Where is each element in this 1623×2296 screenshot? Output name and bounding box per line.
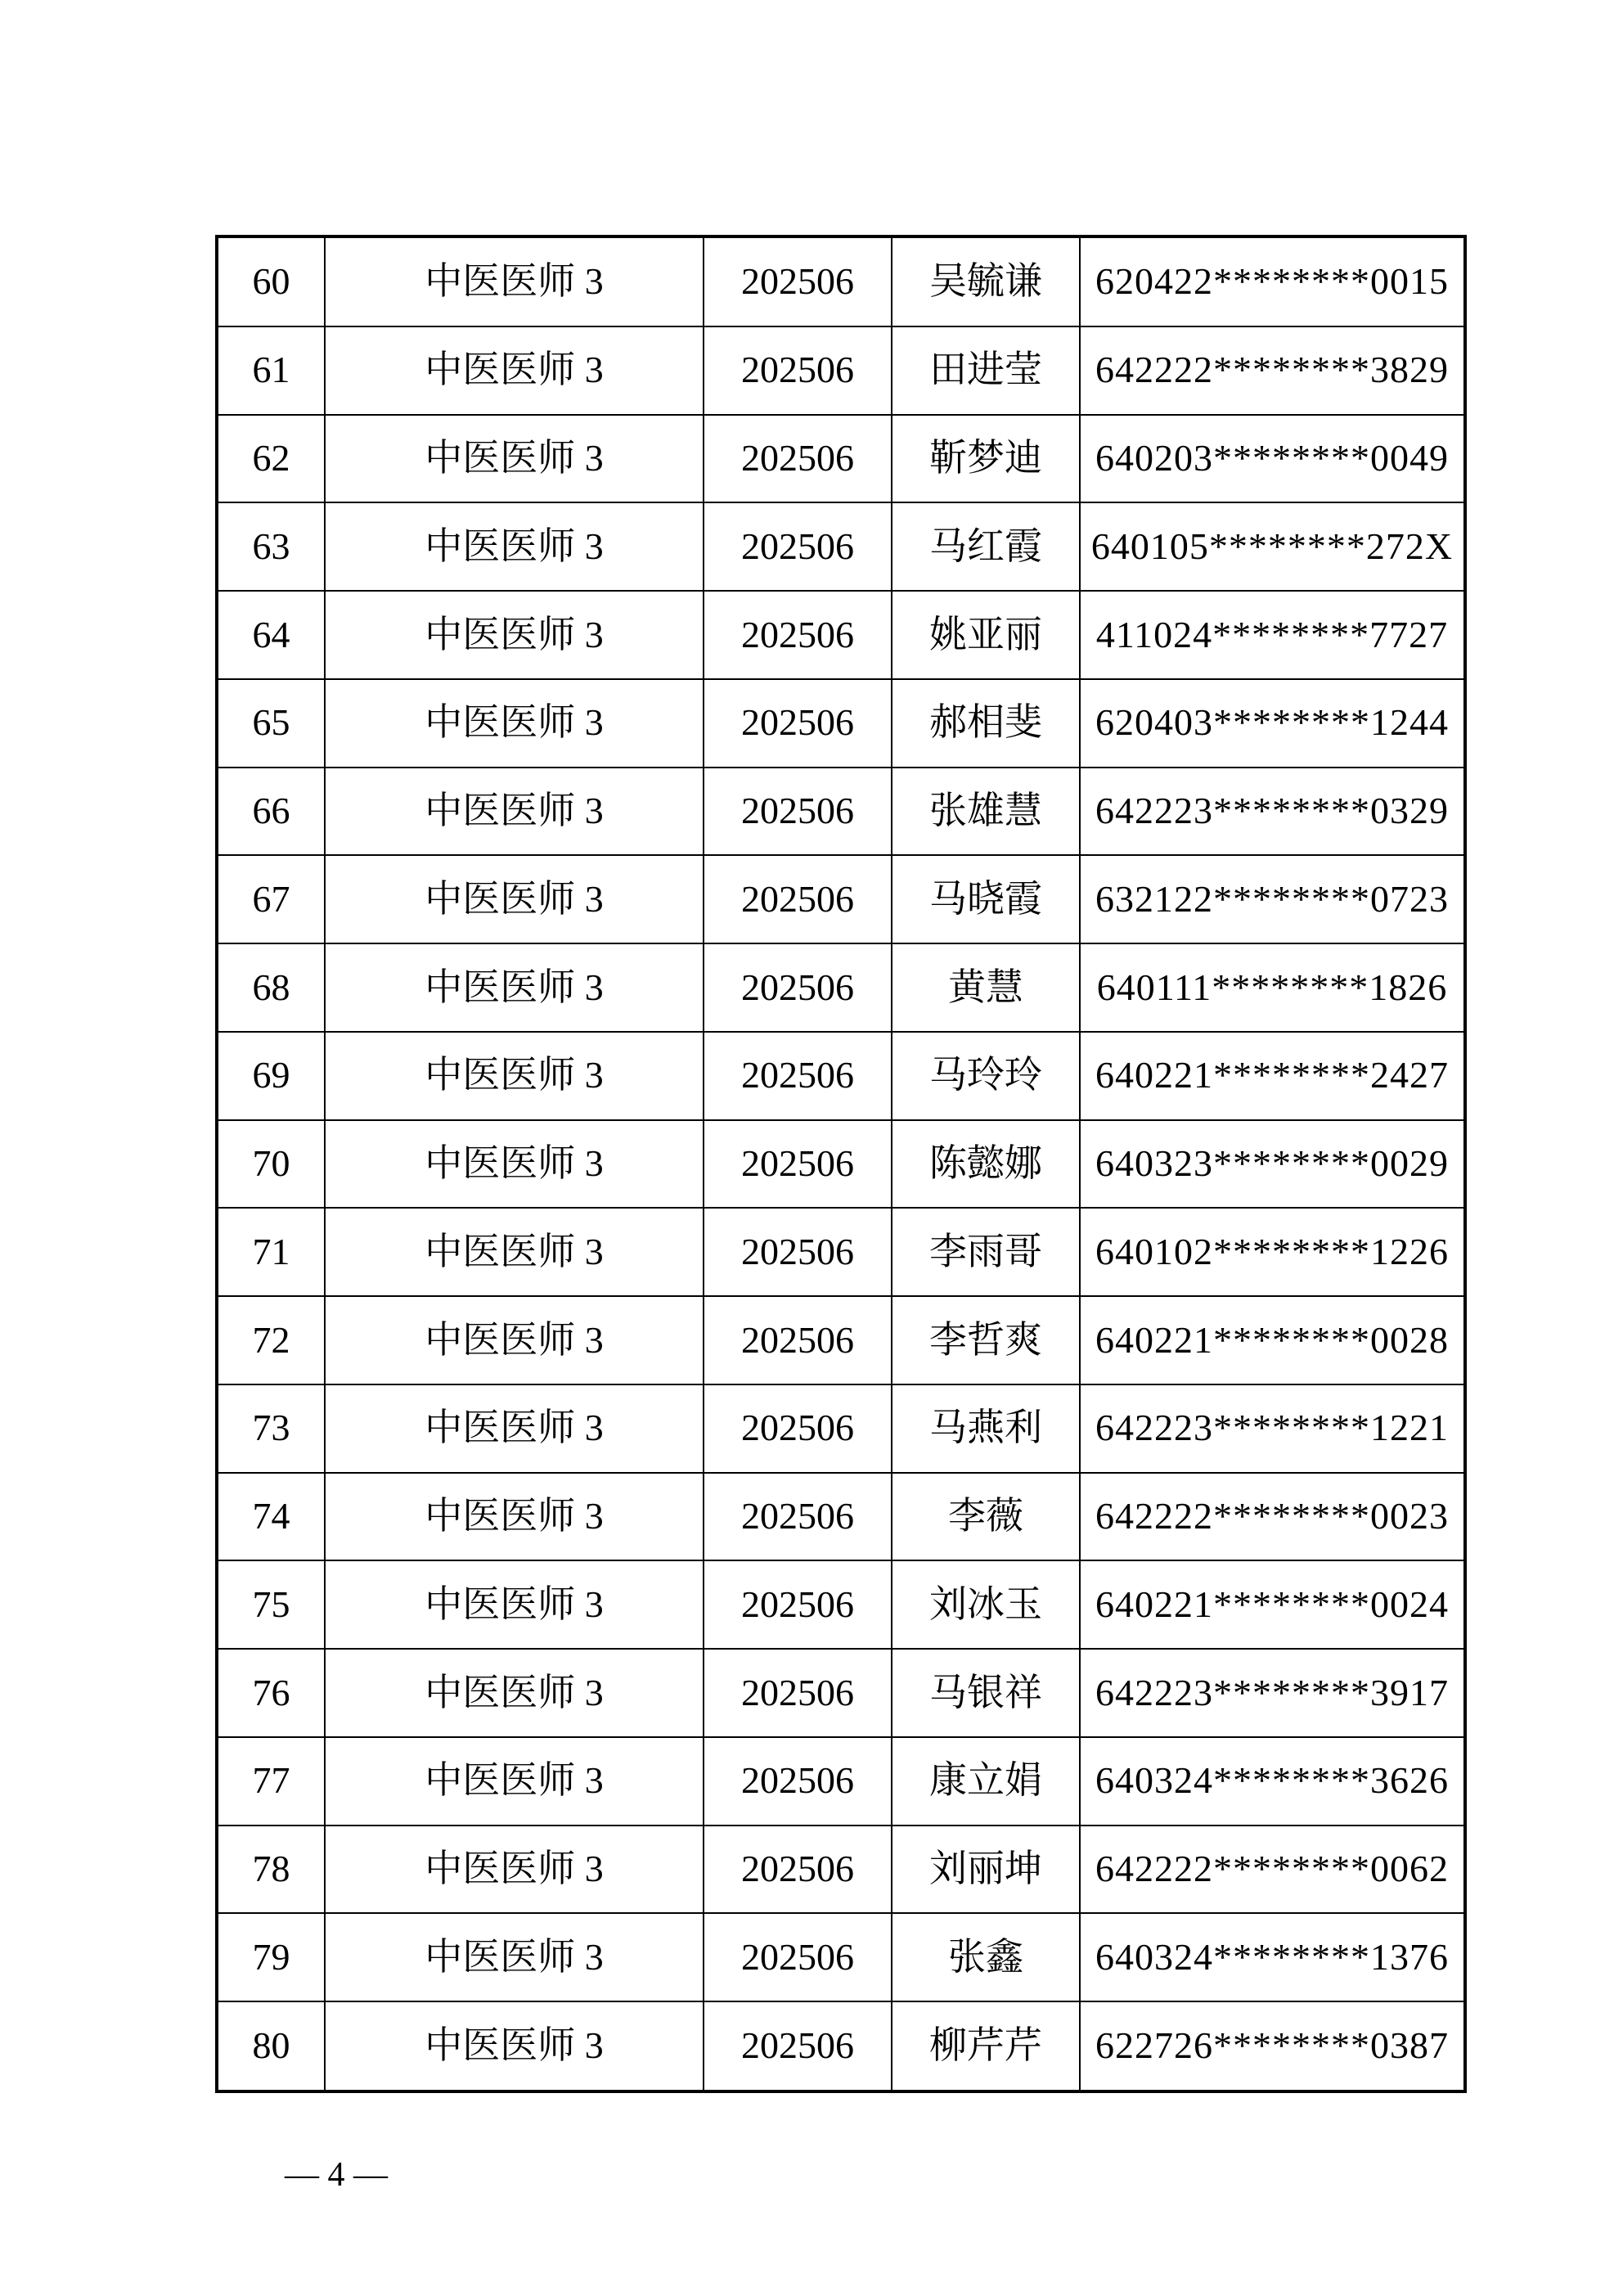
row-number-cell: 77 <box>217 1737 325 1826</box>
candidate-name-cell: 马玲玲 <box>892 1032 1080 1120</box>
exam-period-cell: 202506 <box>704 326 892 415</box>
table-row <box>217 591 1465 679</box>
id-number-cell: 640323********0029 <box>1080 1120 1465 1209</box>
exam-category-cell: 中医医师 3 <box>325 326 704 415</box>
candidate-name-cell: 马晓霞 <box>892 855 1080 943</box>
candidate-name-cell: 黄慧 <box>892 943 1080 1032</box>
exam-period-cell: 202506 <box>704 1737 892 1826</box>
exam-category-cell: 中医医师 3 <box>325 415 704 503</box>
table-row <box>217 1826 1465 1914</box>
exam-category-cell: 中医医师 3 <box>325 591 704 679</box>
exam-period-cell: 202506 <box>704 2001 892 2091</box>
roster-table <box>215 235 1467 2093</box>
table-row <box>217 768 1465 856</box>
exam-category-cell: 中医医师 3 <box>325 1120 704 1209</box>
exam-period-cell: 202506 <box>704 415 892 503</box>
exam-period-cell: 202506 <box>704 236 892 326</box>
row-number-cell: 62 <box>217 415 325 503</box>
exam-category-cell: 中医医师 3 <box>325 1649 704 1737</box>
exam-period-cell: 202506 <box>704 1649 892 1737</box>
table-row <box>217 326 1465 415</box>
id-number-cell: 642223********1221 <box>1080 1384 1465 1473</box>
table-row <box>217 1384 1465 1473</box>
table-row <box>217 1737 1465 1826</box>
exam-period-cell: 202506 <box>704 768 892 856</box>
table-row <box>217 502 1465 591</box>
candidate-name-cell: 马红霞 <box>892 502 1080 591</box>
id-number-cell: 640203********0049 <box>1080 415 1465 503</box>
exam-period-cell: 202506 <box>704 1384 892 1473</box>
id-number-cell: 620403********1244 <box>1080 679 1465 768</box>
row-number-cell: 60 <box>217 236 325 326</box>
candidate-name-cell: 姚亚丽 <box>892 591 1080 679</box>
exam-period-cell: 202506 <box>704 1032 892 1120</box>
id-number-cell: 642223********3917 <box>1080 1649 1465 1737</box>
table-row <box>217 415 1465 503</box>
table-row <box>217 1296 1465 1384</box>
exam-category-cell: 中医医师 3 <box>325 1032 704 1120</box>
row-number-cell: 69 <box>217 1032 325 1120</box>
table-row <box>217 1649 1465 1737</box>
exam-period-cell: 202506 <box>704 1120 892 1209</box>
row-number-cell: 64 <box>217 591 325 679</box>
exam-period-cell: 202506 <box>704 502 892 591</box>
exam-period-cell: 202506 <box>704 591 892 679</box>
roster-table-body <box>217 236 1465 2091</box>
exam-category-cell: 中医医师 3 <box>325 1296 704 1384</box>
row-number-cell: 79 <box>217 1913 325 2001</box>
exam-period-cell: 202506 <box>704 1560 892 1649</box>
id-number-cell: 642222********3829 <box>1080 326 1465 415</box>
id-number-cell: 632122********0723 <box>1080 855 1465 943</box>
id-number-cell: 640102********1226 <box>1080 1208 1465 1296</box>
id-number-cell: 642222********0062 <box>1080 1826 1465 1914</box>
candidate-name-cell: 郝相斐 <box>892 679 1080 768</box>
id-number-cell: 640105********272X <box>1080 502 1465 591</box>
candidate-name-cell: 康立娟 <box>892 1737 1080 1826</box>
table-row <box>217 1913 1465 2001</box>
page-number: — 4 — <box>285 2156 388 2194</box>
exam-category-cell: 中医医师 3 <box>325 1826 704 1914</box>
candidate-name-cell: 田进莹 <box>892 326 1080 415</box>
row-number-cell: 75 <box>217 1560 325 1649</box>
row-number-cell: 73 <box>217 1384 325 1473</box>
id-number-cell: 640324********3626 <box>1080 1737 1465 1826</box>
exam-period-cell: 202506 <box>704 1296 892 1384</box>
row-number-cell: 65 <box>217 679 325 768</box>
candidate-name-cell: 李雨哥 <box>892 1208 1080 1296</box>
exam-period-cell: 202506 <box>704 1913 892 2001</box>
exam-period-cell: 202506 <box>704 943 892 1032</box>
table-row <box>217 2001 1465 2091</box>
exam-category-cell: 中医医师 3 <box>325 2001 704 2091</box>
candidate-name-cell: 张鑫 <box>892 1913 1080 2001</box>
exam-category-cell: 中医医师 3 <box>325 1737 704 1826</box>
exam-category-cell: 中医医师 3 <box>325 1208 704 1296</box>
id-number-cell: 640221********0028 <box>1080 1296 1465 1384</box>
exam-period-cell: 202506 <box>704 679 892 768</box>
table-row <box>217 943 1465 1032</box>
candidate-name-cell: 马燕利 <box>892 1384 1080 1473</box>
exam-category-cell: 中医医师 3 <box>325 1913 704 2001</box>
candidate-name-cell: 刘冰玉 <box>892 1560 1080 1649</box>
exam-category-cell: 中医医师 3 <box>325 236 704 326</box>
exam-category-cell: 中医医师 3 <box>325 855 704 943</box>
candidate-name-cell: 李哲爽 <box>892 1296 1080 1384</box>
id-number-cell: 620422********0015 <box>1080 236 1465 326</box>
row-number-cell: 71 <box>217 1208 325 1296</box>
id-number-cell: 640221********0024 <box>1080 1560 1465 1649</box>
id-number-cell: 622726********0387 <box>1080 2001 1465 2091</box>
candidate-name-cell: 李薇 <box>892 1473 1080 1561</box>
id-number-cell: 411024********7727 <box>1080 591 1465 679</box>
row-number-cell: 63 <box>217 502 325 591</box>
candidate-name-cell: 马银祥 <box>892 1649 1080 1737</box>
exam-period-cell: 202506 <box>704 1826 892 1914</box>
exam-period-cell: 202506 <box>704 855 892 943</box>
candidate-name-cell: 陈懿娜 <box>892 1120 1080 1209</box>
row-number-cell: 61 <box>217 326 325 415</box>
row-number-cell: 67 <box>217 855 325 943</box>
row-number-cell: 68 <box>217 943 325 1032</box>
exam-category-cell: 中医医师 3 <box>325 943 704 1032</box>
exam-category-cell: 中医医师 3 <box>325 502 704 591</box>
table-row <box>217 1208 1465 1296</box>
exam-category-cell: 中医医师 3 <box>325 1384 704 1473</box>
table-row <box>217 236 1465 326</box>
exam-category-cell: 中医医师 3 <box>325 1560 704 1649</box>
candidate-name-cell: 刘丽坤 <box>892 1826 1080 1914</box>
id-number-cell: 640324********1376 <box>1080 1913 1465 2001</box>
id-number-cell: 642222********0023 <box>1080 1473 1465 1561</box>
id-number-cell: 640221********2427 <box>1080 1032 1465 1120</box>
id-number-cell: 642223********0329 <box>1080 768 1465 856</box>
row-number-cell: 80 <box>217 2001 325 2091</box>
candidate-name-cell: 靳梦迪 <box>892 415 1080 503</box>
table-row <box>217 1473 1465 1561</box>
exam-category-cell: 中医医师 3 <box>325 1473 704 1561</box>
row-number-cell: 76 <box>217 1649 325 1737</box>
id-number-cell: 640111********1826 <box>1080 943 1465 1032</box>
table-row <box>217 1120 1465 1209</box>
exam-category-cell: 中医医师 3 <box>325 768 704 856</box>
exam-period-cell: 202506 <box>704 1208 892 1296</box>
candidate-name-cell: 张雄慧 <box>892 768 1080 856</box>
row-number-cell: 70 <box>217 1120 325 1209</box>
exam-category-cell: 中医医师 3 <box>325 679 704 768</box>
exam-period-cell: 202506 <box>704 1473 892 1561</box>
candidate-name-cell: 柳芹芹 <box>892 2001 1080 2091</box>
table-row <box>217 855 1465 943</box>
table-row <box>217 1560 1465 1649</box>
row-number-cell: 74 <box>217 1473 325 1561</box>
candidate-name-cell: 吴毓谦 <box>892 236 1080 326</box>
table-row <box>217 1032 1465 1120</box>
row-number-cell: 78 <box>217 1826 325 1914</box>
table-row <box>217 679 1465 768</box>
row-number-cell: 66 <box>217 768 325 856</box>
row-number-cell: 72 <box>217 1296 325 1384</box>
